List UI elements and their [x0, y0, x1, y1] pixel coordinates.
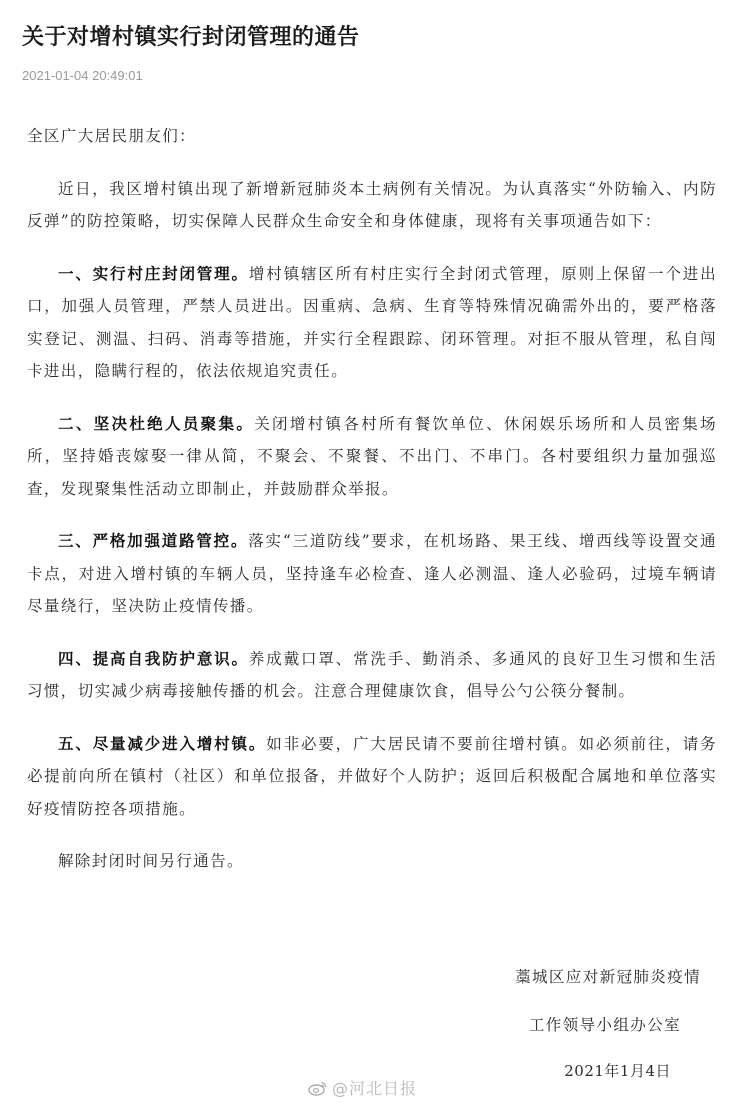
section-text: 落实“三道防线”要求，在机场路、果王线、增西线等设置交通卡点，对进入增村镇的车辆人员，坚持逢车必检查、逢人必测温、逢人必验码，过境车辆请尽量绕行，坚决防止疫情传播。 [27, 532, 717, 615]
section-text: 增村镇辖区所有村庄实行全封闭式管理，原则上保留一个进出口，加强人员管理，严禁人员进出。因重病、急病、生育等特殊情况确需外出的，要严格落实登记、测温、扫码、消毒等措施，并实行全程跟踪、闭环管理。对拒不服从管理，私自闯卡进出，隐瞒行程的，依法依规追究责任。 [27, 264, 717, 380]
intro-paragraph: 近日，我区增村镇出现了新增新冠肺炎本土病例有关情况。为认真落实“外防输入、内防反弹”的防控策略，切实保障人民群众生命安全和身体健康，现将有关事项通告如下： [27, 179, 717, 230]
section-text: 如非必要，广大居民请不要前往增村镇。如必须前往，请务必提前向所在镇村（社区）和单位报备，并做好个人防护；返回后积极配合属地和单位落实好疫情防控各项措施。 [27, 734, 717, 818]
section-heading: 五、尽量减少进入增村镇。 [58, 734, 267, 753]
section-heading: 一、实行村庄封闭管理。 [58, 264, 249, 283]
section-heading: 二、坚决杜绝人员聚集。 [58, 414, 255, 433]
section-3 [27, 525, 717, 623]
watermark-text: @河北日报 [332, 1079, 418, 1098]
section-heading: 三、严格加强道路管控。 [58, 532, 249, 550]
notice-title: 关于对增村镇实行封闭管理的通告 [22, 25, 360, 50]
salutation: 全区广大居民朋友们： [27, 127, 197, 145]
weibo-icon [308, 1080, 328, 1096]
section-4 [27, 643, 717, 708]
signature-org-line2: 工作领导小组办公室 [528, 1016, 681, 1034]
signature-date: 2021年1月4日 [564, 1062, 671, 1080]
watermark [308, 1076, 417, 1099]
publish-timestamp: 2021-01-04 20:49:01 [22, 68, 143, 83]
section-2 [27, 408, 717, 506]
section-text: 养成戴口罩、常洗手、勤消杀、多通风的良好卫生习惯和生活习惯，切实减少病毒接触传播的机会。注意合理健康饮食，倡导公勺公筷分餐制。 [27, 649, 717, 700]
section-5 [27, 728, 717, 826]
section-heading: 四、提高自我防护意识。 [58, 649, 249, 668]
closing-line: 解除封闭时间另行通告。 [58, 852, 244, 870]
notice-body [27, 120, 717, 898]
signature-org-line1: 藁城区应对新冠肺炎疫情 [515, 968, 701, 986]
section-1 [27, 258, 717, 388]
section-text: 关闭增村镇各村所有餐饮单位、休闲娱乐场所和人员密集场所，坚持婚丧嫁娶一律从简，不聚会、不聚餐、不出门、不串门。各村要组织力量加强巡查，发现聚集性活动立即制止，并鼓励群众举报。 [27, 414, 717, 498]
